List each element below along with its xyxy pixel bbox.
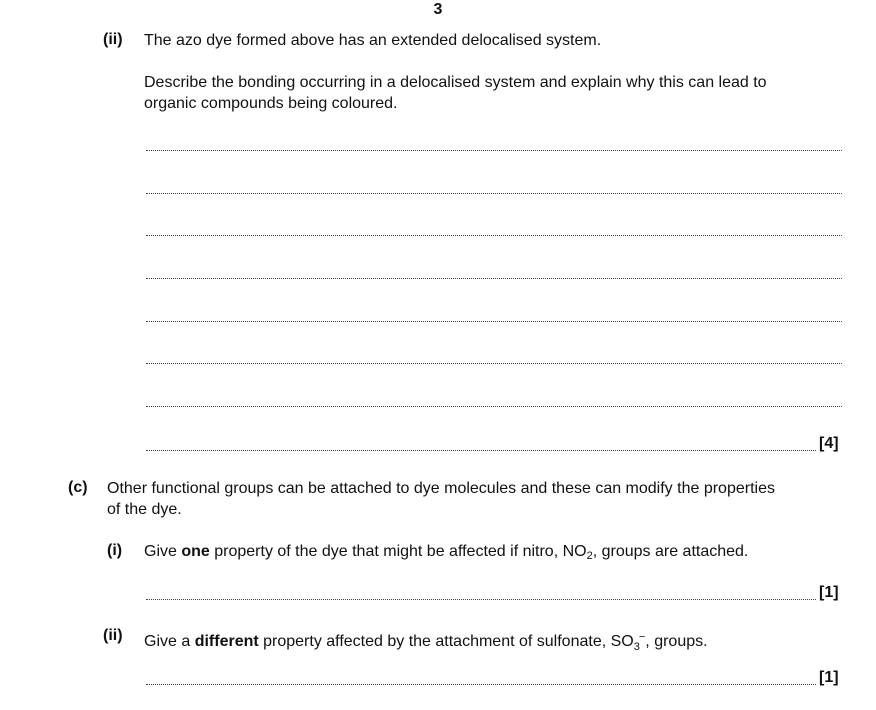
subscript: 3 [633, 641, 640, 653]
text-part: property affected by the attachment of sulfonate, SO [258, 633, 634, 650]
question-label-c-ii: (ii) [103, 627, 123, 644]
question-stem-c-line-1: Other functional groups can be attached to dye molecules and these can modify the properties [107, 480, 775, 497]
answer-line[interactable] [146, 450, 816, 451]
instruction-line-2: organic compounds being coloured. [144, 95, 398, 112]
answer-line[interactable] [146, 684, 816, 685]
page-number: 3 [433, 1, 443, 18]
text-part: Give a [144, 633, 195, 650]
text-part: , groups are attached. [592, 543, 749, 560]
subscript: 2 [586, 550, 593, 562]
emphasis-different: different [194, 633, 259, 650]
answer-line[interactable] [146, 363, 842, 364]
text-part: , groups. [645, 633, 708, 650]
answer-line[interactable] [146, 321, 842, 322]
emphasis-one: one [181, 543, 210, 560]
question-label-c-i: (i) [107, 542, 123, 559]
answer-line[interactable] [146, 193, 842, 194]
question-text-c-ii [144, 627, 708, 657]
question-stem-c-line-2: of the dye. [107, 501, 182, 518]
answer-line[interactable] [146, 150, 842, 151]
text-part: Give [144, 543, 182, 560]
marks-c-i: [1] [819, 584, 839, 601]
answer-line[interactable] [146, 235, 842, 236]
question-stem-b-ii: The azo dye formed above has an extended delocalised system. [144, 32, 602, 49]
marks-b-ii: [4] [819, 435, 839, 452]
text-part: property of the dye that might be affected if nitro, NO [209, 543, 587, 560]
answer-line[interactable] [146, 278, 842, 279]
marks-c-ii: [1] [819, 669, 839, 686]
answer-line[interactable] [146, 599, 816, 600]
question-text-c-i [144, 542, 748, 566]
question-label-c: (c) [68, 479, 88, 496]
superscript: − [638, 631, 646, 643]
answer-line[interactable] [146, 406, 842, 407]
question-label-b-ii: (ii) [103, 31, 123, 48]
instruction-line-1: Describe the bonding occurring in a delocalised system and explain why this can lead to [144, 74, 767, 91]
